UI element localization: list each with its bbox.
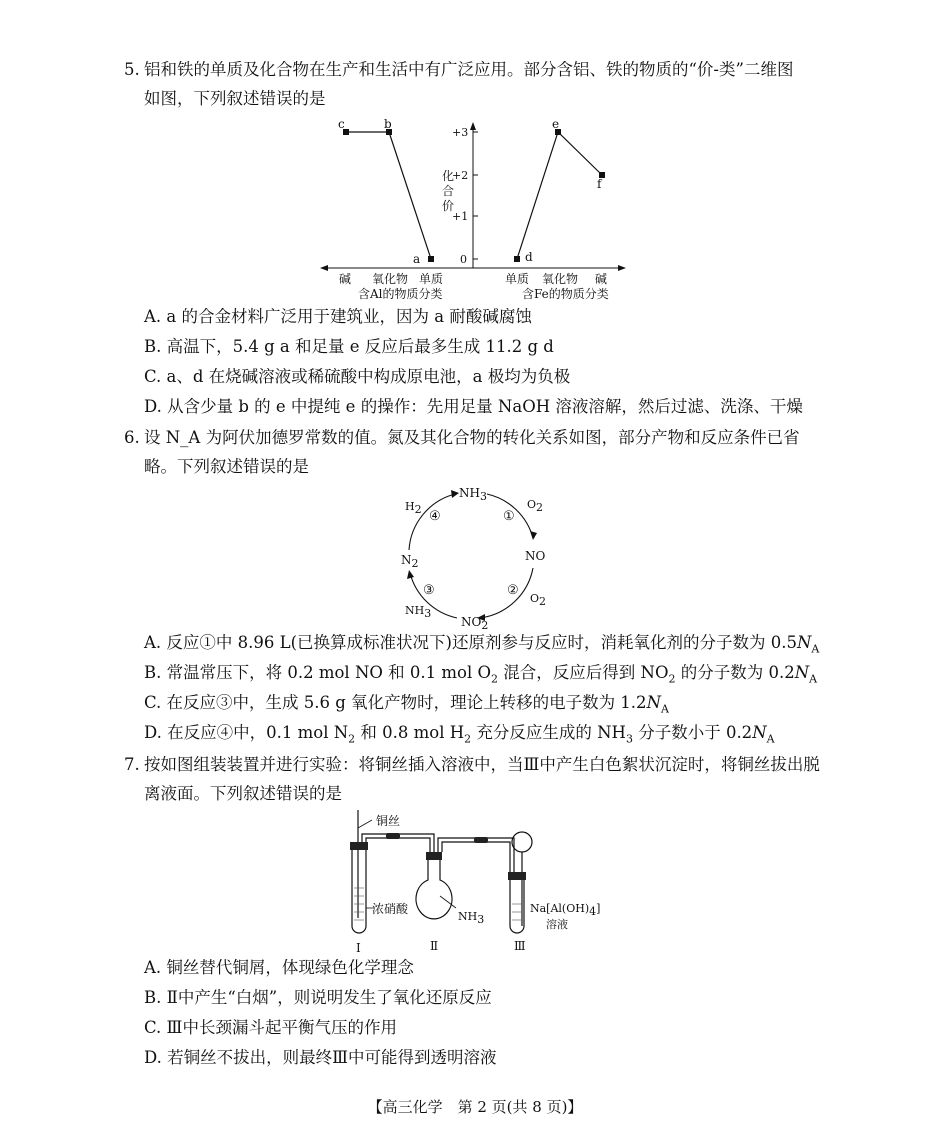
y-tick-label: +2 [452,169,469,182]
node-n2: N2 [401,553,419,570]
step-label: ② [507,583,519,598]
option-c: C. a、d 在烧碱溶液或稀硫酸中构成原电池，a 极均为负极 [144,367,571,386]
category-label: 碱 [339,272,352,286]
question-number: 7. [124,755,140,774]
option-d: D. 在反应④中，0.1 mol $N_2$ 和 0.8 mol $H_2$ 充分反应生成的 $NH_3$ 分子数小于 $0.2N_A$ [144,723,775,746]
reagent-o2: O2 [527,498,544,514]
reagent-nh3: NH3 [405,604,432,620]
question-6-stem: 6. 设 N_A 为阿伏加德罗常数的值。氮及其化合物的转化关系如图，部分产物和反应条件已省 [124,423,824,452]
step-label: ① [503,509,515,524]
y-axis-label: 价 [442,199,455,213]
point-a [428,256,434,262]
question-7: 7. 按如图组装装置并进行实验：将铜丝插入溶液中，当Ⅲ中产生白色絮状沉淀时，将铜丝拔出脱 离液面。下列叙述错误的是 [124,750,824,808]
label-solution: 溶液 [546,918,568,931]
y-tick-label: 0 [460,253,467,266]
label-copper-wire: 铜丝 [376,814,401,828]
y-axis-label: 合 [442,184,455,198]
question-number: 6. [124,428,140,447]
point-label: b [384,118,392,131]
apparatus-diagram [330,808,630,956]
node-no: NO [525,549,546,563]
label-I: Ⅰ [356,941,361,955]
option-d: D. 从含少量 b 的 e 中提纯 e 的操作：先用足量 NaOH 溶液溶解，然后过滤、洗涤、干燥 [144,397,803,416]
option-c: C. Ⅲ中长颈漏斗起平衡气压的作用 [144,1018,397,1037]
question-6: 6. 设 N_A 为阿伏加德罗常数的值。氮及其化合物的转化关系如图，部分产物和反应条件已省 略。下列叙述错误的是 [124,423,824,481]
category-label: 单质 [419,272,444,286]
nitrogen-cycle-diagram [385,478,575,630]
label-naaloh4: Na[Al(OH)4] [530,902,601,918]
point-label: a [413,252,421,266]
category-label: 氧化物 [542,272,579,286]
option-b: B. 高温下，5.4 g a 和足量 e 反应后最多生成 11.2 g d [144,337,554,356]
label-III: Ⅲ [514,939,526,953]
y-tick-label: +1 [452,210,469,223]
reagent-h2: H2 [405,500,422,516]
axis-caption: 含Al的物质分类 [358,287,443,301]
y-axis-label: 化 [442,169,455,183]
option-d: D. 若铜丝不拔出，则最终Ⅲ中可能得到透明溶液 [144,1048,497,1067]
label-conc-nitric-acid: 浓硝酸 [372,902,409,916]
option-b: B. Ⅱ中产生“白烟”，则说明发生了氧化还原反应 [144,988,492,1007]
reagent-o2: O2 [530,592,547,608]
point-label: d [525,250,533,264]
point-d [514,256,520,262]
page-footer: 【高三化学 第 2 页(共 8 页)】 [367,1098,583,1116]
option-a: A. a 的合金材料广泛用于建筑业，因为 a 耐酸碱腐蚀 [144,307,532,326]
option-c: C. 在反应③中，生成 5.6 g 氧化产物时，理论上转移的电子数为 $1.2N_A$ [144,693,669,716]
valence-category-diagram [318,118,630,304]
category-label: 单质 [505,272,530,286]
option-a: A. 反应①中 8.96 L(已换算成标准状况下)还原剂参与反应时，消耗氧化剂的分子数为 $0.5N_A$ [144,633,820,656]
question-7-stem: 7. 按如图组装装置并进行实验：将铜丝插入溶液中，当Ⅲ中产生白色絮状沉淀时，将铜丝拔出脱 [124,750,824,779]
question-number: 5. [124,60,140,79]
question-5-stem: 5. 铝和铁的单质及化合物在生产和生活中有广泛应用。部分含铝、铁的物质的“价-类”二维图 [124,55,824,84]
option-b: B. 常温常压下，将 0.2 mol NO 和 0.1 mol $O_2$ 混合，反应后得到 $NO_2$ 的分子数为 $0.2N_A$ [144,663,818,686]
y-tick-label: +3 [452,126,469,139]
category-label: 碱 [595,272,608,286]
axis-caption: 含Fe的物质分类 [522,287,609,301]
label-II: Ⅱ [430,939,439,953]
step-label: ④ [429,509,441,524]
option-a: A. 铜丝替代铜屑，体现绿色化学理念 [144,958,414,977]
question-5: 5. 铝和铁的单质及化合物在生产和生活中有广泛应用。部分含铝、铁的物质的“价-类”二维图 如图，下列叙述错误的是 [124,55,824,113]
point-label: e [552,118,560,131]
point-label: f [597,177,602,191]
label-nh3: NH3 [458,910,485,926]
step-label: ③ [423,583,435,598]
point-label: c [338,118,345,131]
node-no2: NO2 [461,615,489,630]
node-nh3: NH3 [459,486,487,503]
category-label: 氧化物 [372,272,409,286]
